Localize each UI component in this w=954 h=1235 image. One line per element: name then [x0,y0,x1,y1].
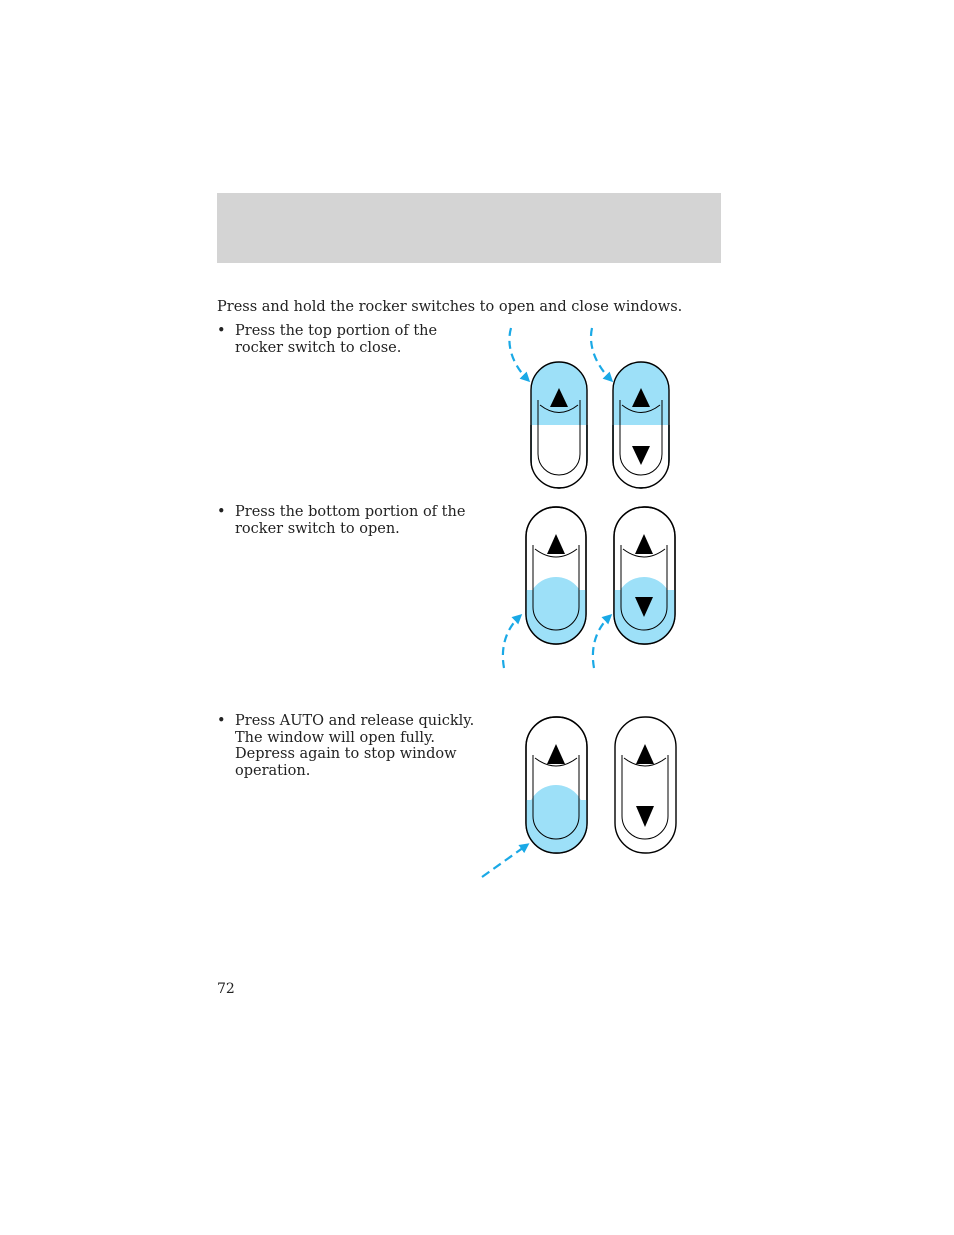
dashed-arrow-icon [591,328,611,380]
switch-right-close [613,362,669,488]
dashed-arrow-icon [509,328,528,380]
switch-left-auto [526,717,587,853]
bullet-dot: • [217,504,226,520]
switch-left-close [531,362,587,488]
switch-right-auto [615,717,676,853]
dashed-arrow-icon [593,616,610,668]
bullet-dot: • [217,713,226,729]
switch-left-open [526,507,586,644]
switch-right-open [614,507,675,644]
bullet-auto-text: Press AUTO and release quickly. The window will open fully. Depress again to stop window operation. [235,713,475,779]
intro-text: Press and hold the rocker switches to open and close windows. [217,299,683,315]
bullet-close-text: Press the top portion of the rocker switch to close. [235,323,438,356]
dashed-arrow-icon [482,845,527,877]
bullet-open-text: Press the bottom portion of the rocker switch to open. [235,504,466,537]
page-number: 72 [217,981,235,997]
dashed-arrow-icon [503,616,520,668]
bullet-dot: • [217,323,226,339]
